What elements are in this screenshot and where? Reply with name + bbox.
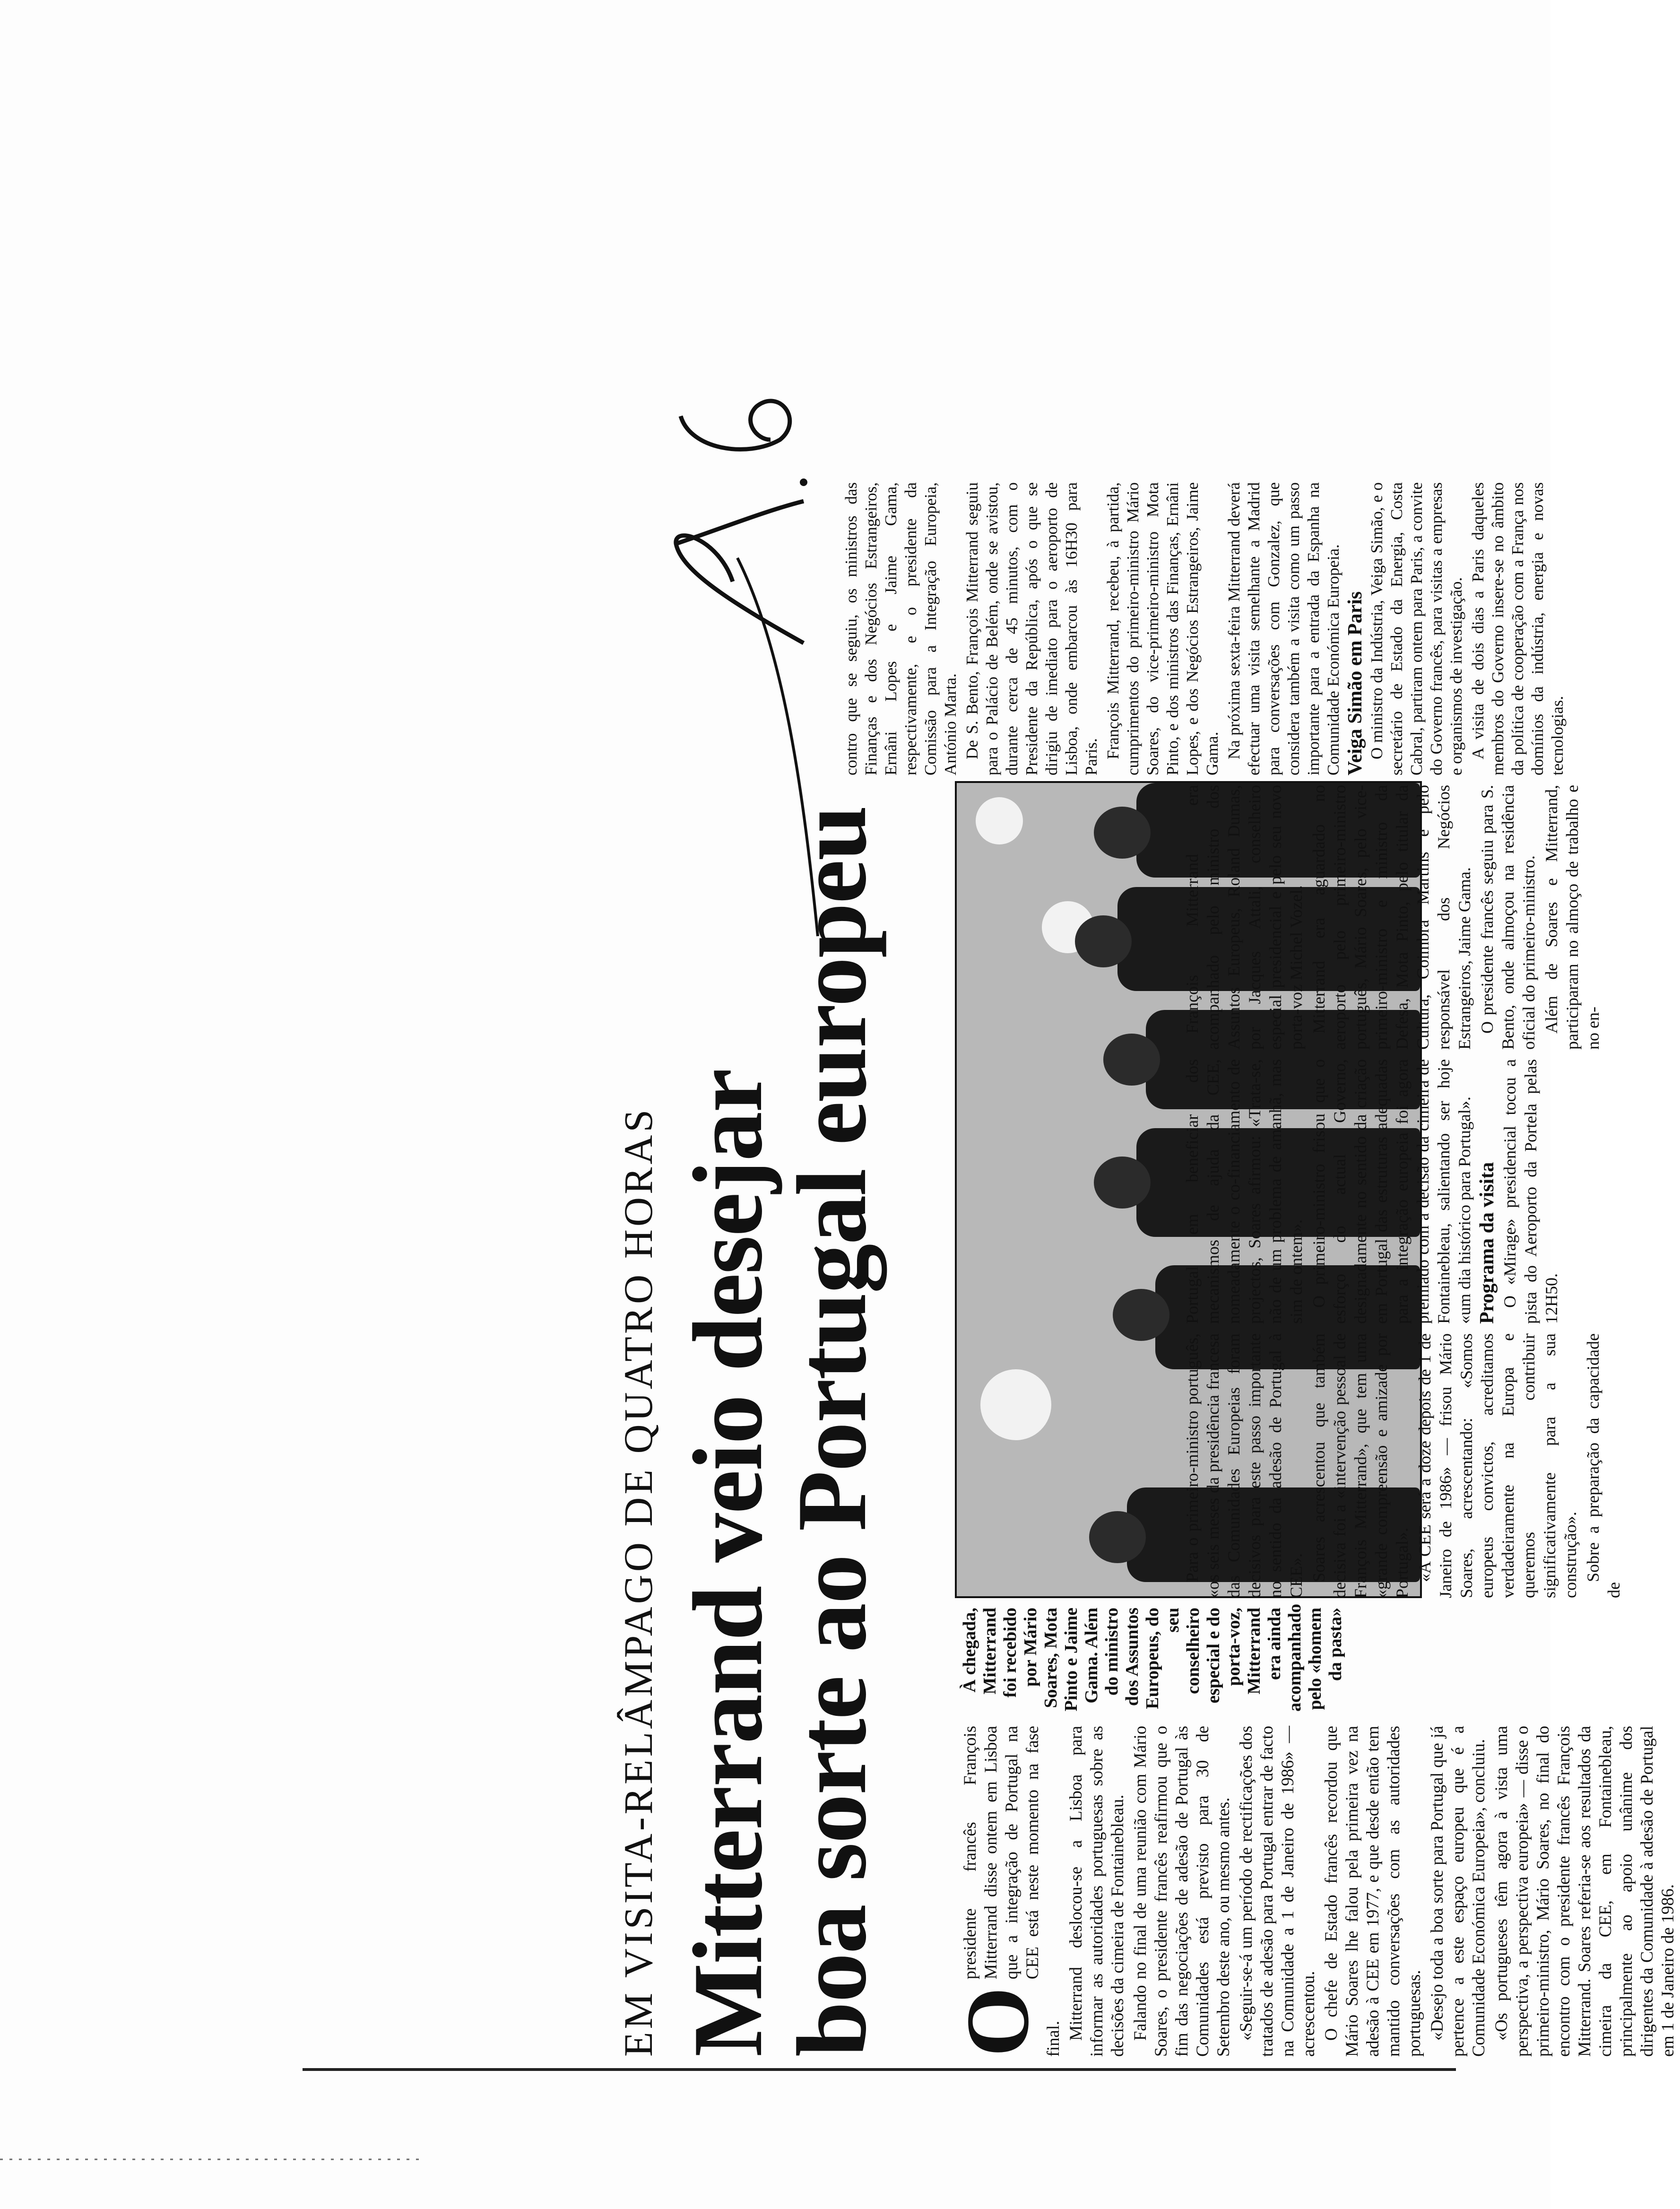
photo-caption: À chegada, Mitterrand foi recebido por Mário Soares, Mota Pinto e Jaime Gama. Além do ministro dos Assuntos Europeus, do seu conselheiro especial e do porta-voz, Mitterrand era ainda acompanhado pelo «homem da pasta» <box>960 1603 1345 1712</box>
clipping-edge-line <box>303 2068 1456 2071</box>
paragraph: Soares acrescentou que também decisiva foi a «intervenção pessoal de François Mitterrand», que tem uma «grande compreensão e amizade por Portugal». <box>1309 1333 1412 1598</box>
photo-figure-head <box>1094 807 1151 859</box>
article-column-2 <box>1182 1333 1626 1598</box>
handwritten-annotation <box>662 369 832 652</box>
headline-line-1: Mitterrand veio desejar <box>673 1069 783 2057</box>
subheading-veiga-simao: Veiga Simão em Paris <box>1344 591 1366 775</box>
paragraph: O presidente francês seguiu para S. Bento, onde almoçou na residência oficial do primeiro-ministro. <box>1478 785 1538 1050</box>
paragraph: O «Mirage» presidencial tocou a pista do Aeroporto da Portela pelas 12H50. <box>1500 1059 1561 1324</box>
paragraph: Sobre a preparação da capacidade de <box>1584 1333 1623 1598</box>
subheading-programa: Programa da visita <box>1476 1162 1498 1324</box>
photo-figure-head <box>1103 1034 1160 1086</box>
paragraph: François Mitterrand, recebeu, à partida, cumprimentos do primeiro-ministro Mário Soares, do vice-primeiro-ministro Mota Pinto, e dos ministros das Finanças, Ernâni Lopes, e dos Negócios Estrangeiros, Jaime Gama. <box>1104 482 1221 775</box>
photo-figure-head <box>1075 915 1132 967</box>
photo-figure-head <box>1094 1157 1151 1209</box>
photo-ceiling-light <box>976 797 1023 844</box>
photo-figure-head <box>1113 1289 1169 1341</box>
paragraph: De S. Bento, François Mitterrand seguiu para o Palácio de Belém, onde se avistou, durante cerca de 45 minutos, com o Presidente da República, após o que se dirigiu de imediato para o aeroporto de Lisboa, onde embarcou às 16H30 para Paris. <box>963 482 1100 775</box>
paragraph: A visita de dois dias a Paris daqueles membros do Governo insere-se no âmbito da política de cooperação com a França nos domínios da indústria, energia e novas tecnologias. <box>1469 482 1567 775</box>
headline-line-2: boa sorte ao Portugal europeu <box>777 806 887 2057</box>
newspaper-clipping <box>303 57 1677 2071</box>
photo-ceiling-light <box>980 1369 1051 1440</box>
paragraph: Para o primeiro-ministro português, «os seis meses da presidência francesa das Comunidades Europeias foram decisivos para este passo importante no sentido da adesão de Portugal à CEE». <box>1183 1333 1306 1598</box>
scan-noise <box>0 2156 425 2163</box>
paragraph: François Mitterrand era acompanhado pelo ministro dos Assuntos Europeus, Roland Dumas, por Jacques Attali, conselheiro especial presidencial e pelo seu novo porta-voz Michel Vozel. <box>1183 785 1306 1050</box>
paragraph: Mitterrand era aguardado no aeroporto pelo primeiro-ministro português, Mário Soares, pelo vice-primeiro-ministro e ministro da Defesa, Mota Pinto, pelo titular da Cultura, Coimbra Martins e pelo responsável dos Negócios Estrangeiros, Jaime Gama. <box>1309 785 1474 1050</box>
paragraph: «A CEE será a doze depois de 1 de Janeiro de 1986» — frisou Mário Soares, acrescentando: «Somos europeus convictos, acreditamos verdadeiramente na Europa e queremos contribuir significativamente para a sua construção». <box>1415 1333 1580 1598</box>
paragraph: Além de Soares e Mitterrand, participaram no almoço de trabalho e no en- <box>1542 785 1602 1050</box>
kicker: EM VISITA-RELÂMPAGO DE QUATRO HORAS <box>615 1106 661 2057</box>
paragraph: O chefe de Estado francês recordou que Mário Soares lhe falou pela primeira vez na adesão à CEE em 1977, e que desde então tem mantido conversações com as autoridades portuguesas. <box>1321 1726 1424 2057</box>
paragraph: presidente francês François Mitterrand disse ontem em Lisboa que a integração de Portugal na CEE está neste momento na fase final. <box>960 1726 1063 2057</box>
drop-cap: O <box>948 1987 1048 2057</box>
paragraph: Portugal em beneficiar dos mecanismos de ajuda da CEE, nomeadamente o co-financiamento de projectos, Soares afirmou: «Trata-se, não de um problema de amanhã, mas sim de ontem». <box>1183 1059 1306 1324</box>
paragraph: Na próxima sexta-feira Mitterrand deverá efectuar uma visita semelhante a Madrid para conversações com Gonzalez, que considera também a visita como um passo importante para a entrada da Espanha na Comunidade Económica Europeia. <box>1225 482 1342 775</box>
paragraph: «Desejo toda a boa sorte para Portugal que já pertence a este espaço europeu que é a Comunidade Económica Europeia», concluiu. <box>1427 1726 1488 2057</box>
article-column-3 <box>1182 1059 1564 1324</box>
photo-figure-head <box>1089 1511 1146 1563</box>
paragraph: Falando no final de uma reunião com Mário Soares, o presidente francês reafirmou que o fim das negociações de adesão de Portugal às Comunidades está previsto para 30 de Setembro deste ano, ou mesmo antes. <box>1130 1726 1233 2057</box>
paragraph: Mitterrand deslocou-se a Lisboa para informar as autoridades portuguesas sobre as decisões da cimeira de Fontainebleau. <box>1066 1726 1127 2057</box>
article-column-5 <box>841 482 1569 775</box>
paragraph: O primeiro-ministro frisou que o esforço do actual Governo, designadamente no sentido da criação em Portugal das estruturas adequadas para a integração europeia foi agora premiado com a decisão da cimeira de Fontainebleau, salientando ser hoje «um dia histórico para Portugal». <box>1309 1059 1474 1324</box>
paragraph: contro que se seguiu, os ministros das Finanças e dos Negócios Estrangeiros, Ernâni Lopes e Jaime Gama, respectivamente, e o presidente da Comissão para a Integração Europeia, António Marta. <box>842 482 960 775</box>
paragraph: «Seguir-se-á um período de rectificações dos tratados de adesão para Portugal entrar de facto na Comunidade a 1 de Janeiro de 1986» — acrescentou. <box>1236 1726 1318 2057</box>
article-column-4 <box>1182 785 1605 1050</box>
article-column-1 <box>948 1726 1680 2057</box>
paragraph: O ministro da Indústria, Veiga Simão, e o secretário de Estado da Energia, Costa Cabral, partiram ontem para Paris, a convite do Governo francês, para visitas a empresas e organismos de investigação. <box>1368 482 1465 775</box>
paragraph: «Os portugueses têm agora à vista uma perspectiva, a perspectiva europeia» — disse o primeiro-ministro, Mário Soares, no final do encontro com o presidente francês François Mitterrand. Soares referia-se aos resultados da cimeira da CEE, em Fontainebleau, principalmente ao apoio unânime dos dirigentes da Comunidade à adesão de Portugal em 1 de Janeiro de 1986. <box>1491 1726 1677 2057</box>
